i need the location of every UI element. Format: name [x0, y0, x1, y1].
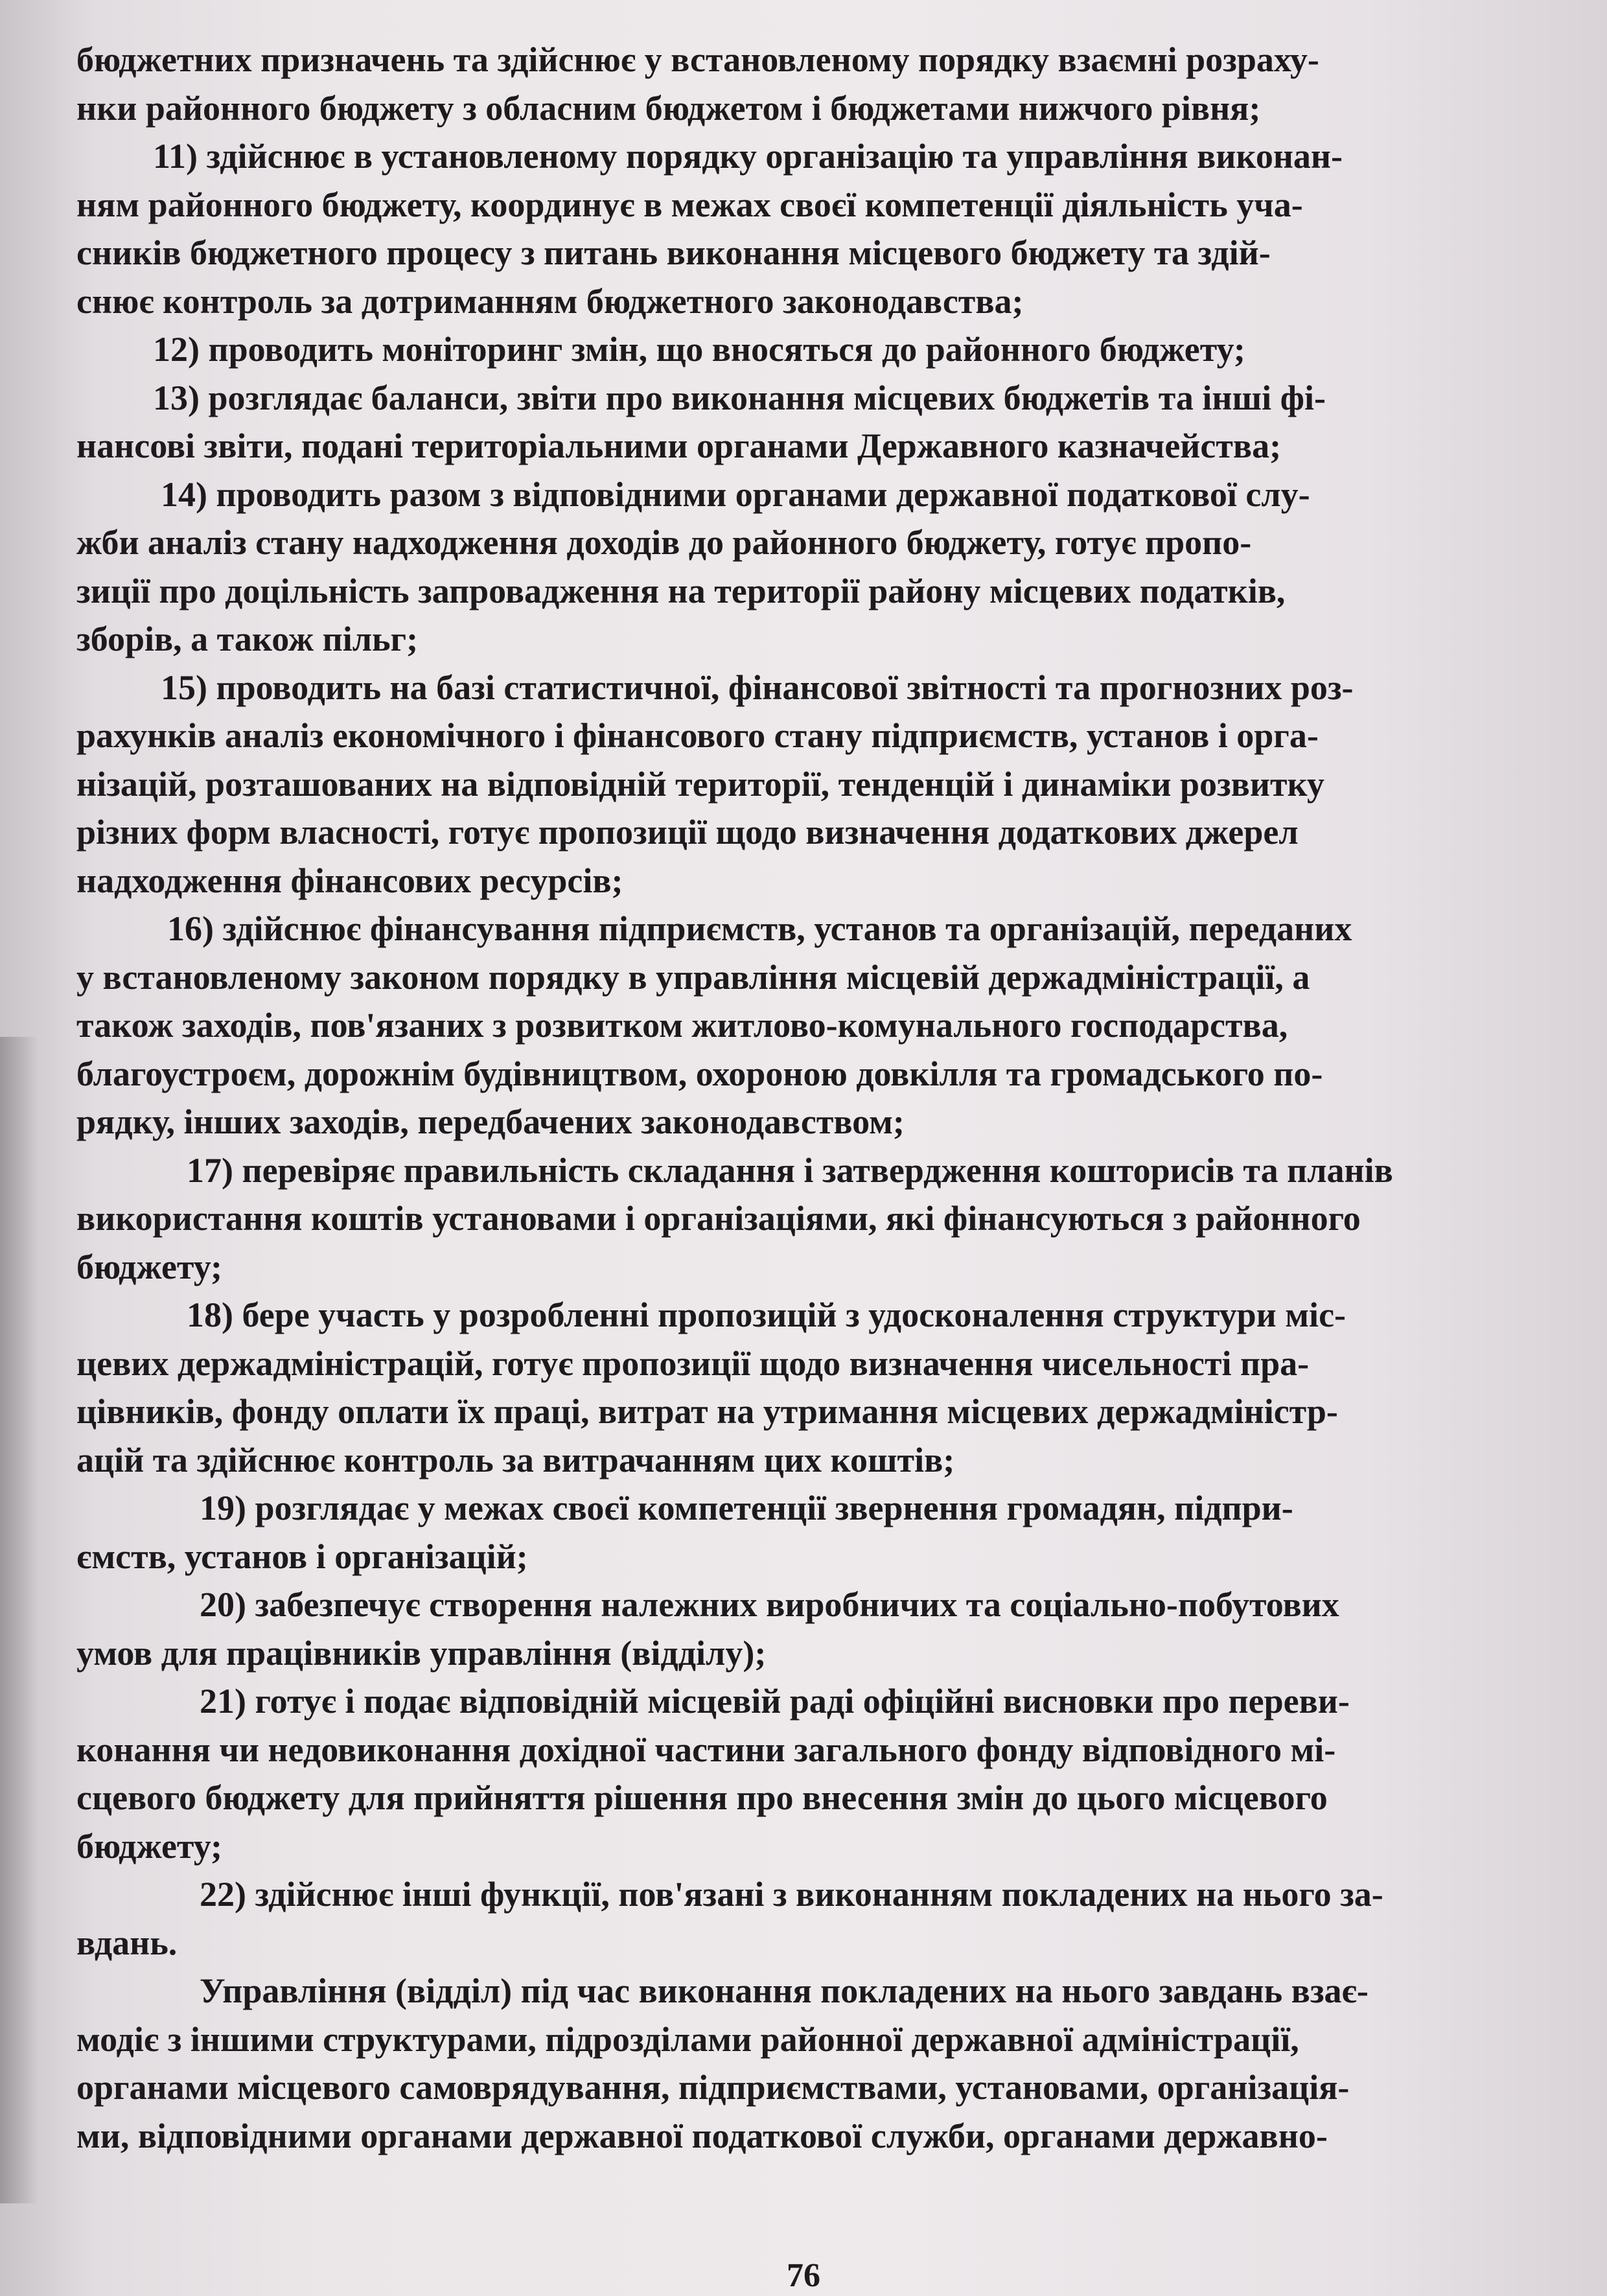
text-line: надходження фінансових ресурсів;: [76, 861, 623, 900]
text-line: бюджетних призначень та здійснює у встановленому порядку взаємні розраху-: [76, 40, 1319, 79]
list-item-18: 18) бере участь у розробленні пропозицій з удосконалення структури міс-: [187, 1295, 1347, 1334]
text-line: ми, відповідними органами державної податкової служби, органами державно-: [76, 2116, 1328, 2155]
text-line: жби аналіз стану надходження доходів до районного бюджету, готує пропо-: [76, 523, 1252, 562]
text-line: рядку, інших заходів, передбачених законодавством;: [76, 1102, 905, 1141]
page-number: 76: [787, 2257, 820, 2294]
text-line: благоустроєм, дорожнім будівництвом, охороною довкілля та громадського по-: [76, 1054, 1323, 1093]
text-line: сцевого бюджету для прийняття рішення про внесення змін до цього місцевого: [76, 1778, 1328, 1817]
text-line: ємств, установ і організацій;: [76, 1536, 528, 1576]
list-item-20: 20) забезпечує створення належних виробничих та соціально-побутових: [200, 1585, 1339, 1624]
text-line: модіє з іншими структурами, підрозділами районної державної адміністрації,: [76, 2019, 1299, 2059]
text-line: різних форм власності, готує пропозиції щодо визначення додаткових джерел: [76, 813, 1299, 852]
text-line: цевих держадміністрацій, готує пропозиції щодо визначення чисельності пра-: [76, 1343, 1310, 1383]
list-item-11: 11) здійснює в установленому порядку організацію та управління виконан-: [153, 137, 1343, 176]
text-line: зиції про доцільність запровадження на території району місцевих податків,: [76, 571, 1286, 610]
text-line: у встановленому законом порядку в управління місцевій держадміністрації, а: [76, 957, 1310, 997]
closing-paragraph: Управління (відділ) під час виконання покладених на нього завдань взає-: [200, 1971, 1369, 2010]
text-line: цівників, фонду оплати їх праці, витрат на утримання місцевих держадміністр-: [76, 1392, 1338, 1431]
list-item-14: 14) проводить разом з відповідними органами державної податкової слу-: [161, 474, 1310, 514]
list-item-15: 15) проводить на базі статистичної, фінансової звітності та прогнозних роз-: [161, 667, 1354, 707]
text-line: також заходів, пов'язаних з розвитком житлово-комунального господарства,: [76, 1006, 1288, 1045]
text-line: ацій та здійснює контроль за витрачанням цих коштів;: [76, 1440, 955, 1479]
text-line: органами місцевого самоврядування, підприємствами, установами, організація-: [76, 2068, 1350, 2107]
text-line: рахунків аналіз економічного і фінансового стану підприємств, установ і орга-: [76, 716, 1319, 755]
text-line: нізацій, розташованих на відповідній території, тенденцій і динаміки розвитку: [76, 764, 1324, 804]
text-line: бюджету;: [76, 1826, 222, 1866]
list-item-13: 13) розглядає баланси, звіти про виконання місцевих бюджетів та інші фі-: [153, 378, 1326, 417]
text-line: нансові звіти, подані територіальними органами Державного казначейства;: [76, 426, 1282, 465]
text-line: використання коштів установами і організаціями, які фінансуються з районного: [76, 1199, 1361, 1238]
text-line: ням районного бюджету, координує в межах своєї компетенції діяльність уча-: [76, 185, 1303, 224]
list-item-16: 16) здійснює фінансування підприємств, установ та організацій, переданих: [167, 909, 1352, 948]
list-item-21: 21) готує і подає відповідній місцевій раді офіційні висновки про переви-: [200, 1682, 1350, 1721]
list-item-22: 22) здійснює інші функції, пов'язані з виконанням покладених на нього за-: [200, 1875, 1383, 1914]
body-text: [76, 36, 1607, 2160]
text-line: умов для працівників управління (відділу);: [76, 1633, 767, 1673]
list-item-17: 17) перевіряє правильність складання і затвердження кошторисів та планів: [187, 1150, 1393, 1190]
text-line: сників бюджетного процесу з питань виконання місцевого бюджету та здій-: [76, 233, 1271, 272]
text-line: нки районного бюджету з обласним бюджетом і бюджетами нижчого рівня;: [76, 88, 1261, 128]
list-item-12: 12) проводить моніторинг змін, що вносяться до районного бюджету;: [153, 330, 1245, 369]
text-line: бюджету;: [76, 1247, 222, 1286]
text-line: конання чи недовиконання дохідної частини загального фонду відповідного мі-: [76, 1730, 1336, 1769]
text-line: снює контроль за дотриманням бюджетного законодавства;: [76, 281, 1024, 321]
page-edge-shadow: [0, 1037, 39, 2203]
text-line: зборів, а також пільг;: [76, 620, 419, 658]
text-line: вдань.: [76, 1923, 178, 1962]
list-item-19: 19) розглядає у межах своєї компетенції звернення громадян, підпри-: [200, 1489, 1293, 1527]
